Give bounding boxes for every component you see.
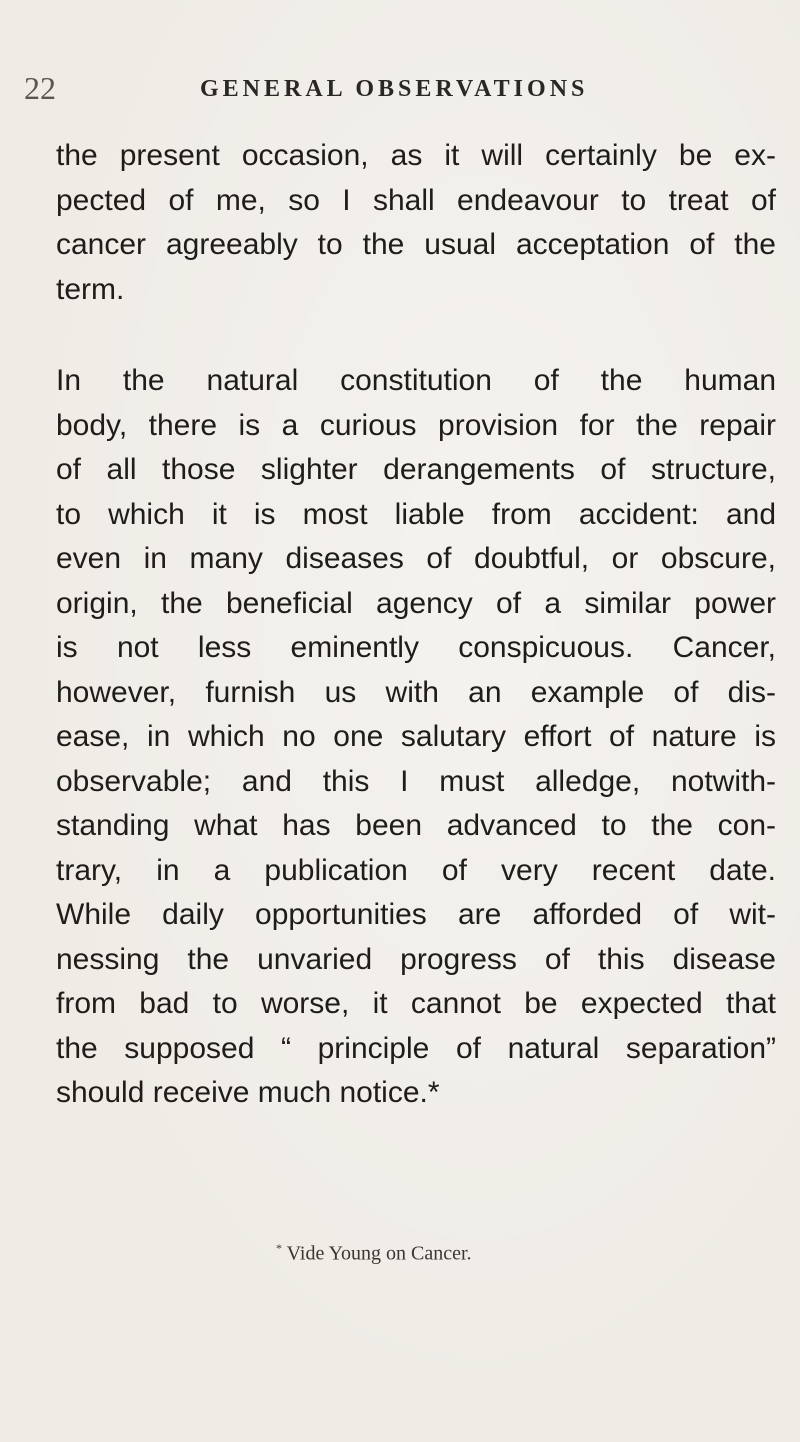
text-line: to which it is most liable from accident: and bbox=[56, 497, 776, 531]
running-head-title: GENERAL OBSERVATIONS bbox=[200, 76, 589, 102]
paragraph-1 bbox=[56, 134, 776, 312]
text-line: pected of me, so I shall endeavour to treat of bbox=[56, 183, 776, 217]
text-line: ease, in which no one salutary effort of nature is bbox=[56, 720, 776, 753]
footnote-marker: * bbox=[276, 1241, 282, 1255]
paragraph-2 bbox=[56, 359, 776, 1116]
text-line: standing what has been advanced to the con- bbox=[56, 809, 776, 842]
page-number: 22 bbox=[24, 70, 56, 106]
text-line: the present occasion, as it will certainly be ex- bbox=[56, 139, 776, 172]
text-line: term. bbox=[56, 272, 125, 306]
text-line: origin, the beneficial agency of a similar power bbox=[56, 586, 776, 620]
text-line: nessing the unvaried progress of this disease bbox=[56, 942, 776, 976]
text-line: In the natural constitution of the human bbox=[56, 364, 776, 397]
footnote bbox=[276, 1241, 472, 1266]
text-line: body, there is a curious provision for the repair bbox=[56, 408, 776, 442]
text-line: even in many diseases of doubtful, or obscure, bbox=[56, 542, 776, 575]
text-line: of all those slighter derangements of structure, bbox=[56, 453, 776, 486]
text-line: the supposed “ principle of natural separation” bbox=[56, 1031, 776, 1065]
text-line: from bad to worse, it cannot be expected that bbox=[56, 987, 776, 1020]
text-line: observable; and this I must alledge, notwith- bbox=[56, 764, 776, 798]
text-line: however, furnish us with an example of dis- bbox=[56, 675, 776, 709]
paragraph-gap bbox=[56, 312, 776, 359]
text-line: cancer agreeably to the usual acceptation of the bbox=[56, 228, 776, 261]
text-line: trary, in a publication of very recent date. bbox=[56, 853, 776, 887]
text-line: While daily opportunities are afforded of wit- bbox=[56, 898, 776, 931]
body-text bbox=[56, 134, 776, 1116]
text-line: is not less eminently conspicuous. Cancer, bbox=[56, 631, 776, 664]
footnote-text: Vide Young on Cancer. bbox=[286, 1242, 472, 1265]
text-line: should receive much notice.* bbox=[56, 1076, 440, 1109]
running-head bbox=[0, 70, 800, 110]
